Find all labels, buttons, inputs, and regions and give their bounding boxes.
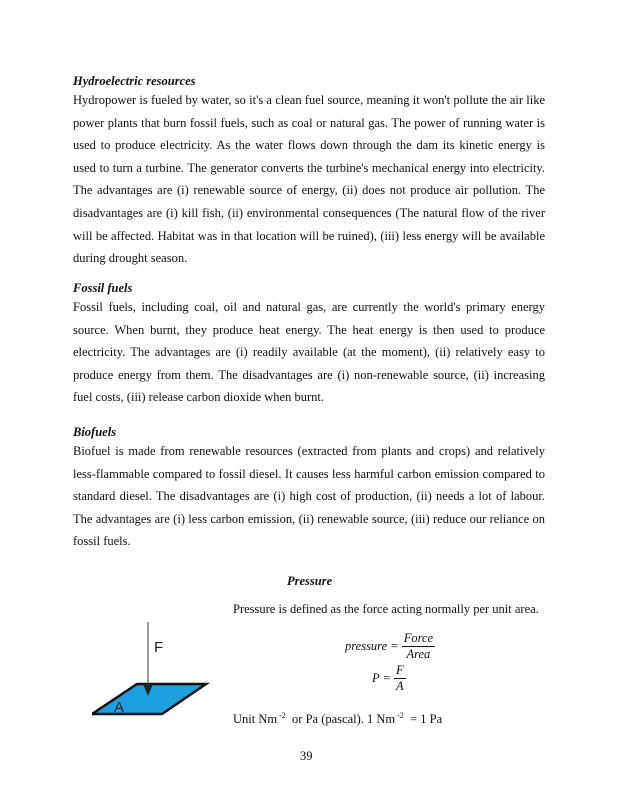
pressure-formula xyxy=(345,631,435,662)
area-label: A xyxy=(114,699,125,716)
formula-lhs: P = xyxy=(372,671,391,685)
pressure-definition: Pressure is defined as the force acting normally per unit area. xyxy=(233,602,539,616)
fraction xyxy=(394,663,406,694)
denominator: A xyxy=(395,679,404,693)
section-hydroelectric xyxy=(73,73,545,270)
force-on-plate-illustration xyxy=(92,622,218,718)
pressure-heading: Pressure xyxy=(287,574,333,588)
section-body: Hydropower is fueled by water, so it's a clean fuel source, meaning it won't pollute the air like power plants that burn fossil fuels, such as coal or natural gas. The power of running water is used to produce electricity. As the water flows down through the dam its kinetic energy is used to turn a turbine. The generator converts the turbine's mechanical energy into electricity. The advantages are (i) renewable source of energy, (ii) does not produce air pollution. The disadvantages are (i) kill fish, (ii) environmental consequences (The natural flow of the river will be affected. Habitat was in that location will be ruined), (iii) less energy will be available during drought season. xyxy=(73,93,545,266)
unit-exponent: -2 xyxy=(395,711,404,720)
unit-text: Unit Nm xyxy=(233,712,278,726)
force-label: F xyxy=(154,639,164,656)
section-body: Biofuel is made from renewable resources (extracted from plants and crops) and relatively less-flammable compared to fossil diesel. It causes less harmful carbon emission compared to standard diesel. The disadvantages are (i) high cost of production, (ii) needs a lot of labour. The advantages are (i) less carbon emission, (ii) renewable source, (iii) reduce our reliance on fossil fuels. xyxy=(73,444,545,549)
section-heading: Fossil fuels xyxy=(73,281,133,295)
unit-text: = 1 Pa xyxy=(403,712,443,726)
section-heading: Hydroelectric resources xyxy=(73,74,196,88)
formula-lhs: pressure = xyxy=(345,639,399,653)
section-heading: Biofuels xyxy=(73,425,117,439)
numerator: Force xyxy=(403,631,434,645)
force-area-diagram xyxy=(92,622,218,718)
numerator: F xyxy=(395,663,404,677)
pressure-unit xyxy=(233,711,442,727)
section-fossil-fuels xyxy=(73,280,545,409)
unit-text: or Pa (pascal). 1 Nm xyxy=(285,712,396,726)
pressure-symbol-formula xyxy=(372,663,406,694)
section-body: Fossil fuels, including coal, oil and natural gas, are currently the world's primary energy source. When burnt, they produce heat energy. The heat energy is then used to produce electricity. The advantages are (i) readily available (at the moment), (ii) relatively easy to produce energy from them. The disadvantages are (i) non-renewable source, (ii) increasing fuel costs, (iii) release carbon dioxide when burnt. xyxy=(73,300,545,405)
page-number: 39 xyxy=(300,749,313,763)
fraction xyxy=(402,631,435,662)
unit-exponent: -2 xyxy=(277,711,286,720)
denominator: Area xyxy=(406,647,431,661)
section-biofuels xyxy=(73,424,545,553)
